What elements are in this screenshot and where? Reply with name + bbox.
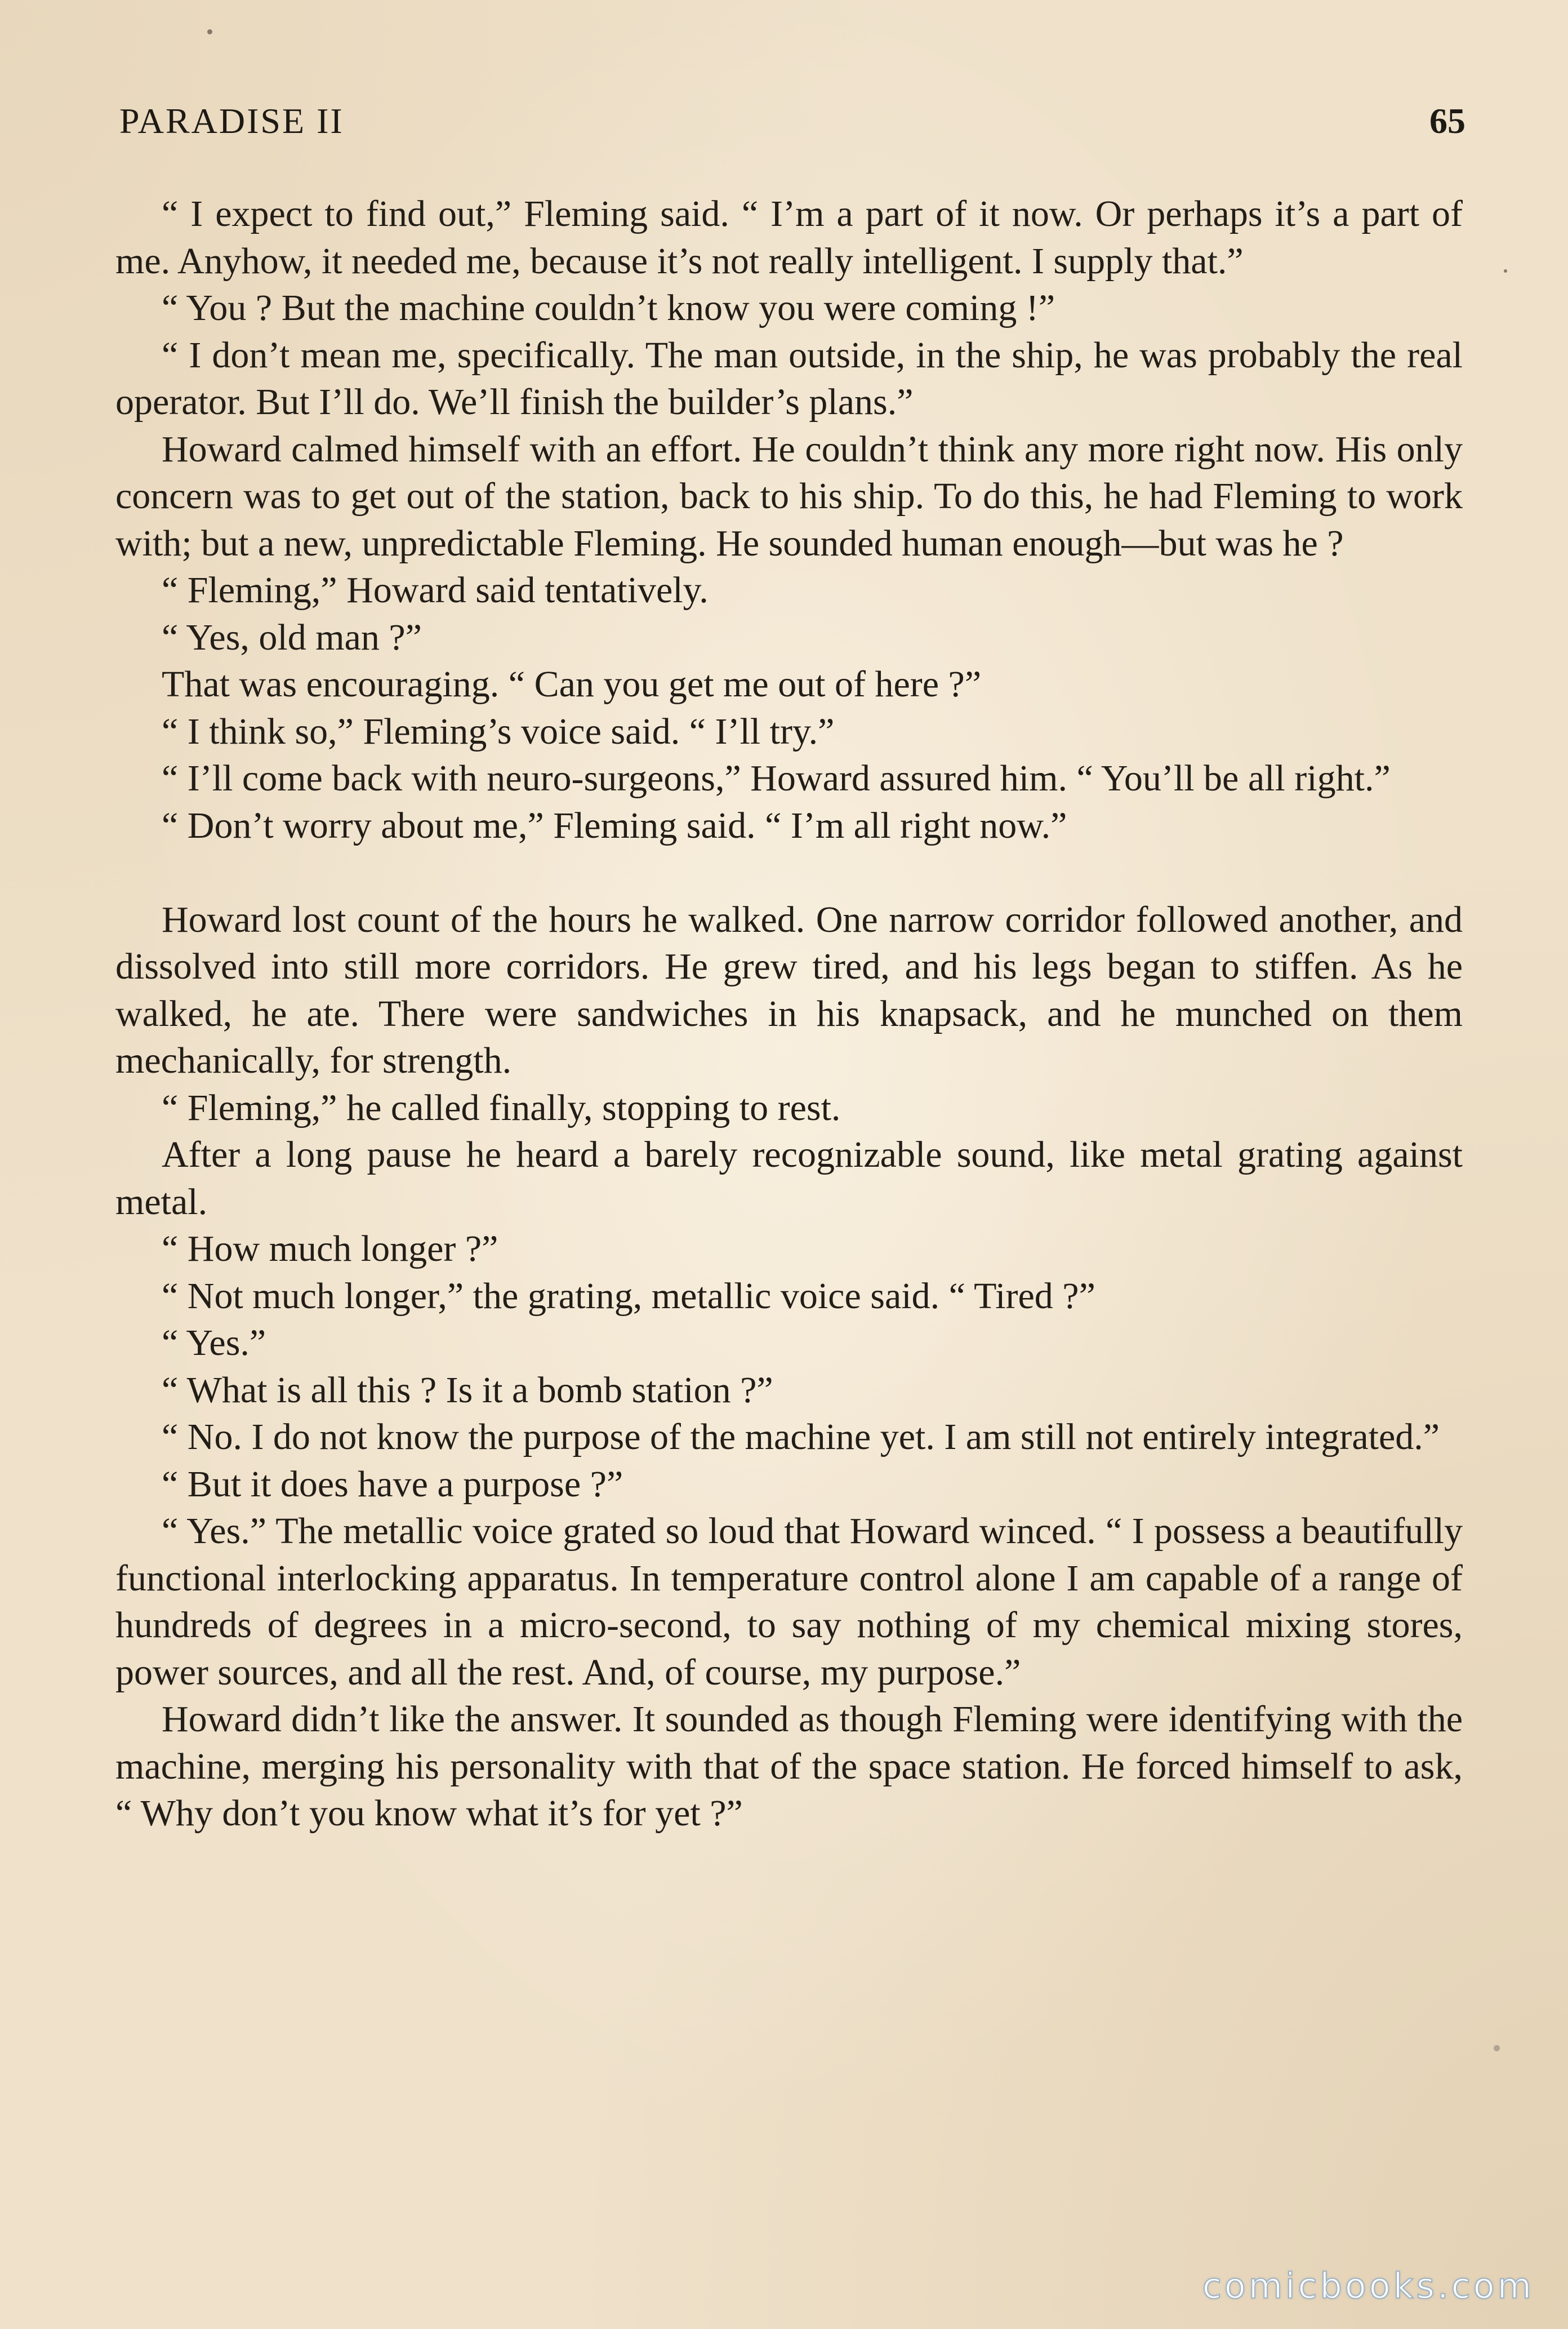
- paragraph: “ Yes, old man ?”: [162, 616, 422, 658]
- page-header: [119, 100, 1465, 151]
- paragraph: Howard calmed himself with an effort. He couldn’t think any more right now. His only concern was to get out of the station, back to his ship. To do this, he had Fleming to work with; but a new, unpredictable Fleming. He sounded human enough—but was he ?: [115, 428, 1463, 564]
- section-break: [115, 849, 1463, 896]
- page-number: 65: [1429, 101, 1465, 141]
- ink-speck: [1494, 2045, 1500, 2051]
- paragraph: “ Don’t worry about me,” Fleming said. “ I’m all right now.”: [162, 805, 1067, 846]
- paragraph: “ No. I do not know the purpose of the machine yet. I am still not entirely integrated.”: [162, 1416, 1440, 1457]
- watermark: comicbooks.com: [1202, 2265, 1534, 2306]
- paragraph: “ Yes.” The metallic voice grated so loud that Howard winced. “ I possess a beautifully functional interlocking apparatus. In temperature control alone I am capable of a range of hundreds of degrees in a micro-second, to say nothing of my chemical mixing stores, power sources, and all the rest. And, of course, my purpose.”: [115, 1510, 1463, 1693]
- paragraph: “ But it does have a purpose ?”: [162, 1463, 623, 1505]
- paragraph: “ What is all this ? Is it a bomb station ?”: [162, 1369, 773, 1411]
- paragraph: “ You ? But the machine couldn’t know you were coming !”: [162, 287, 1055, 328]
- ink-speck: [1504, 269, 1507, 273]
- paragraph: “ Yes.”: [162, 1322, 266, 1363]
- paragraph: “ I’ll come back with neuro-surgeons,” Howard assured him. “ You’ll be all right.”: [162, 758, 1391, 799]
- paragraph: “ Fleming,” Howard said tentatively.: [162, 570, 709, 611]
- paragraph: Howard lost count of the hours he walked. One narrow corridor followed another, and dissolved into still more corridors. He grew tired, and his legs began to stiffen. As he walked, he ate. There were sandwiches in his knapsack, and he munched on them mechanically, for strength.: [115, 899, 1463, 1081]
- paragraph: “ I think so,” Fleming’s voice said. “ I’ll try.”: [162, 710, 835, 752]
- paragraph: “ Not much longer,” the grating, metallic voice said. “ Tired ?”: [162, 1275, 1095, 1317]
- paragraph: “ I don’t mean me, specifically. The man outside, in the ship, he was probably the real operator. But I’ll do. We’ll finish the builder’s plans.”: [115, 334, 1463, 423]
- running-head: PARADISE II: [119, 101, 344, 141]
- body-text: [115, 190, 1463, 1837]
- paragraph: “ I expect to find out,” Fleming said. “ I’m a part of it now. Or perhaps it’s a part of me. Anyhow, it needed me, because it’s not really intelligent. I supply that.”: [115, 193, 1463, 282]
- paragraph: After a long pause he heard a barely recognizable sound, like metal grating against metal.: [115, 1134, 1463, 1223]
- ink-speck: [207, 29, 212, 34]
- paragraph: That was encouraging. “ Can you get me out of here ?”: [162, 664, 982, 705]
- paragraph: Howard didn’t like the answer. It sounded as though Fleming were identifying with the machine, merging his personality with that of the space station. He forced himself to ask, “ Why don’t you know what it’s for yet ?”: [115, 1699, 1463, 1834]
- paragraph: “ How much longer ?”: [162, 1228, 498, 1269]
- paragraph: “ Fleming,” he called finally, stopping to rest.: [162, 1087, 841, 1128]
